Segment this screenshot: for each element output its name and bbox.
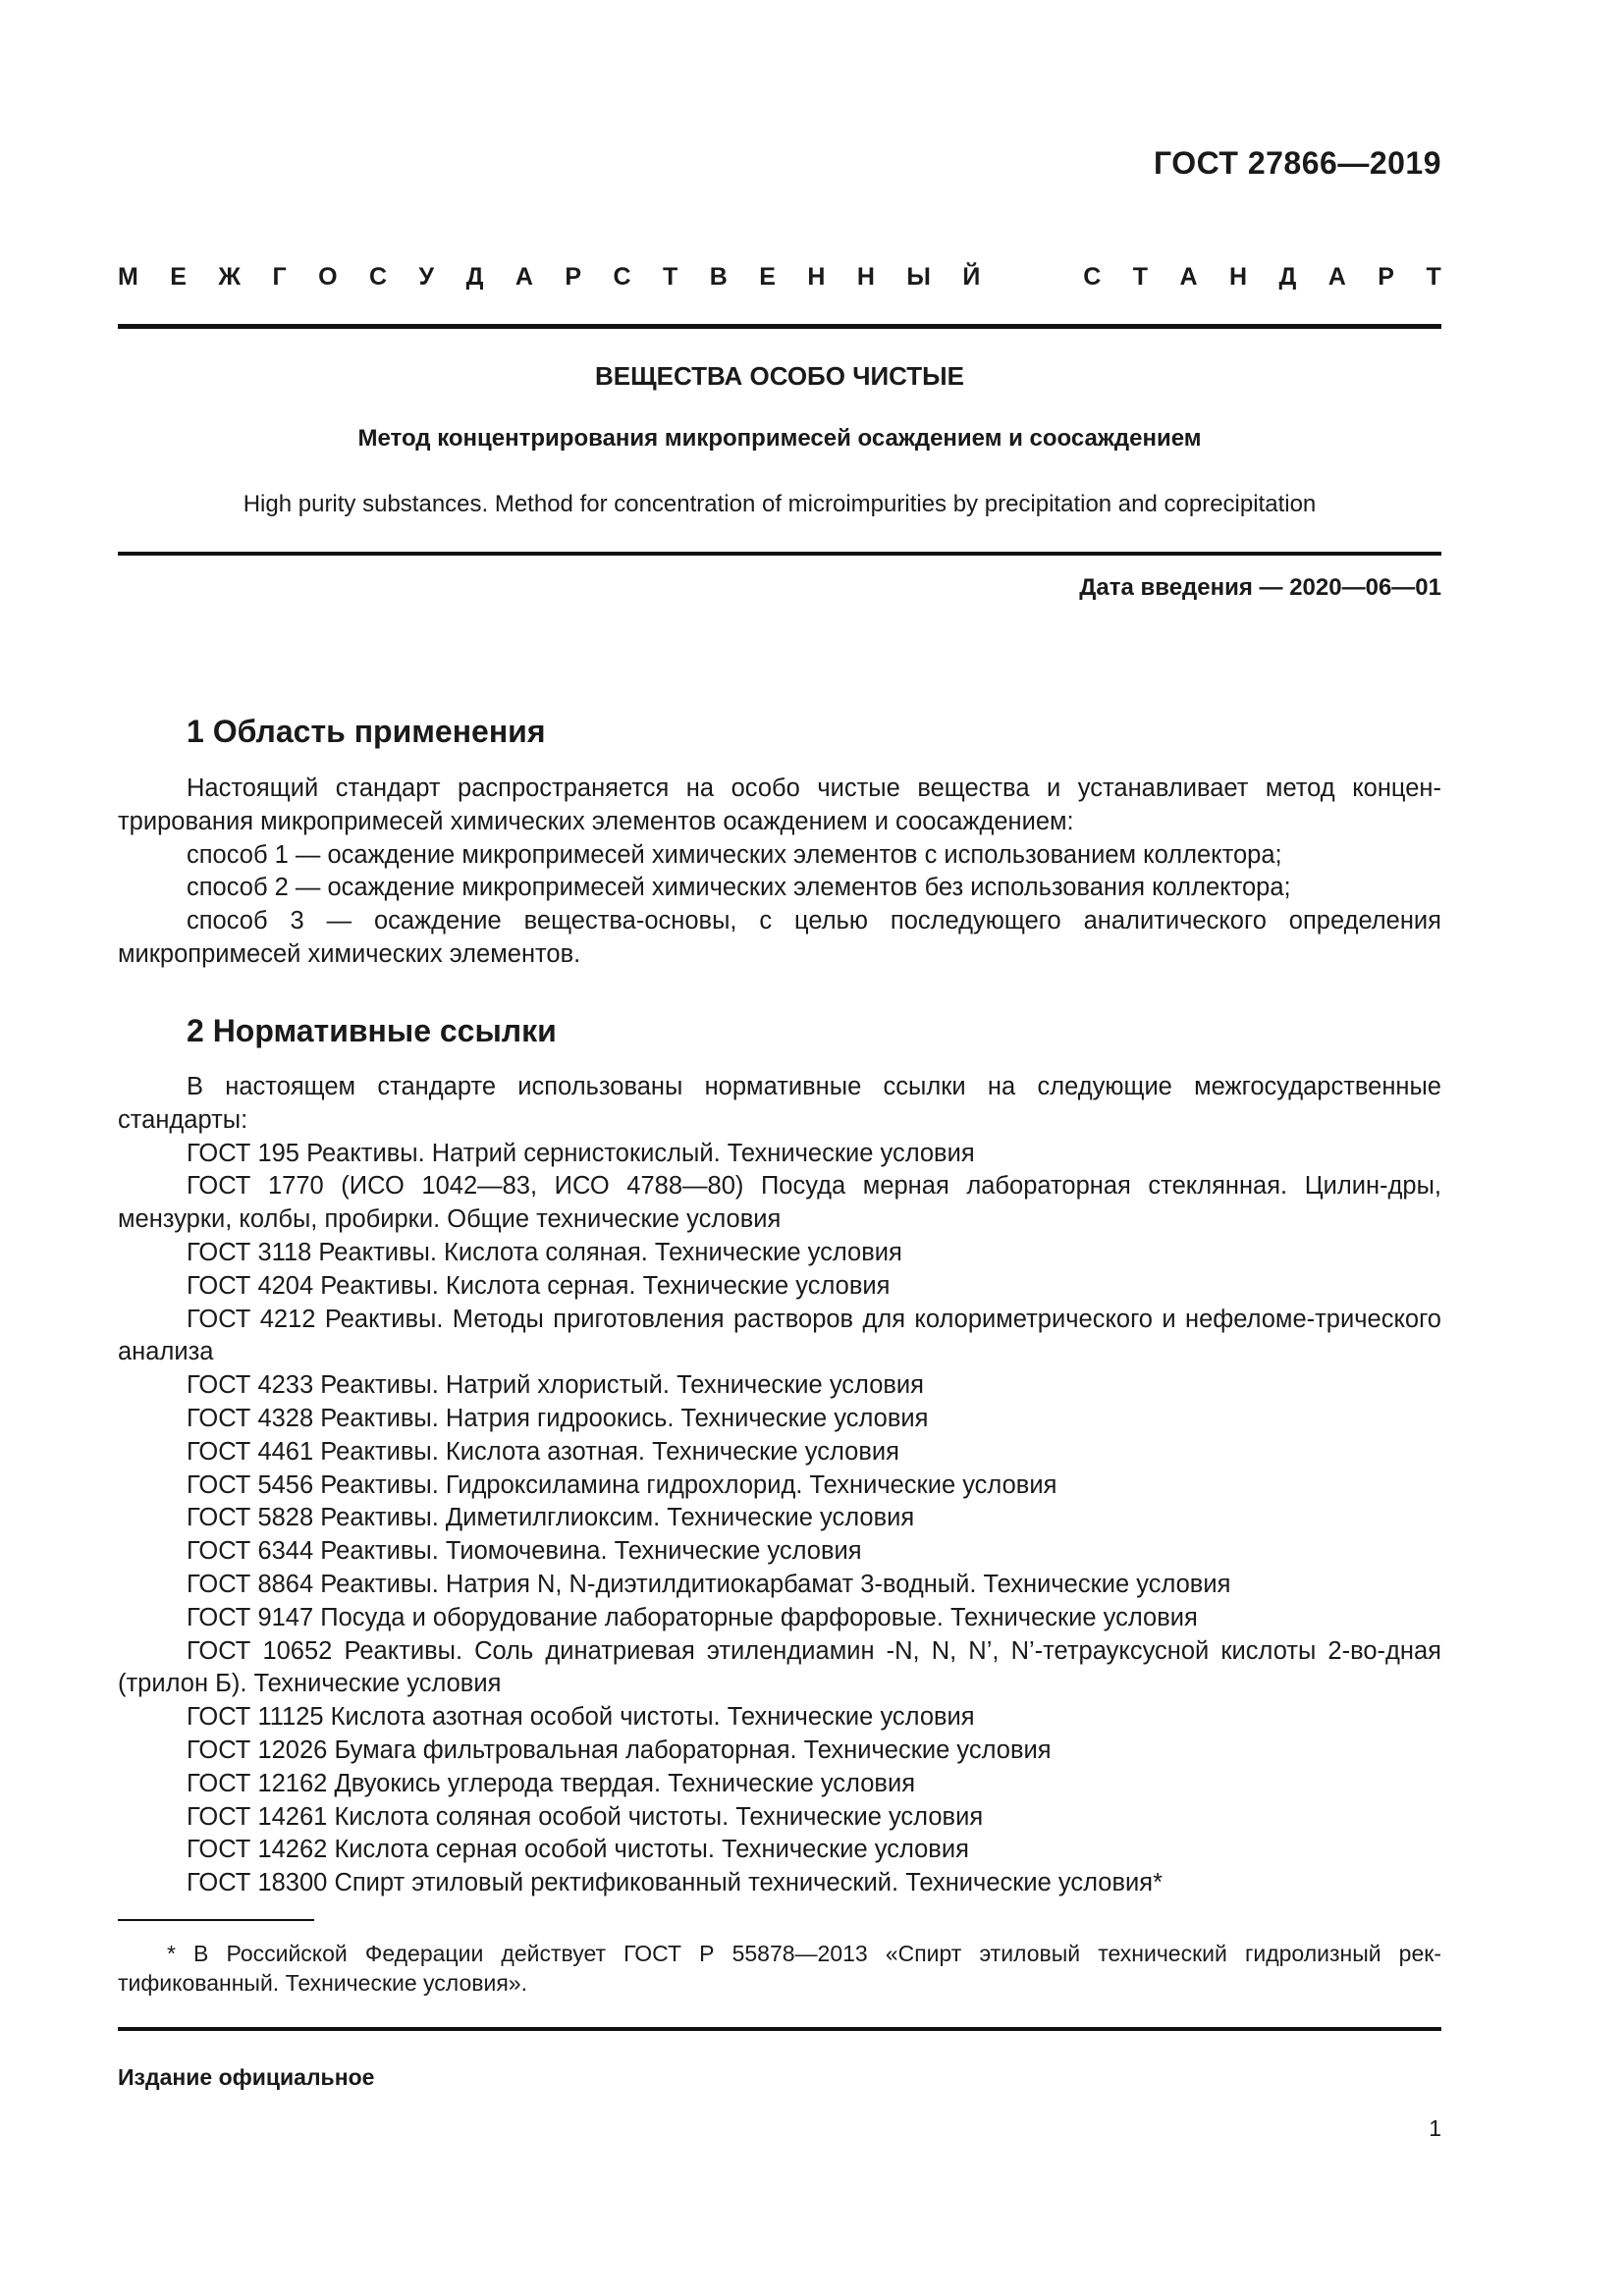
reference-code: ГОСТ 12026 (187, 1735, 328, 1764)
reference-title: Реактивы. Кислота серная. Технические условия (320, 1271, 891, 1300)
reference-item (118, 1834, 1441, 1867)
reference-title: Реактивы. Методы приготовления растворов для колориметрического и нефеломе-трического анализа (118, 1305, 1441, 1366)
reference-code: ГОСТ 9147 (187, 1603, 314, 1631)
reference-item (118, 1138, 1441, 1171)
reference-item (118, 1436, 1441, 1469)
reference-title: Кислота азотная особой чистоты. Технические условия (330, 1703, 975, 1732)
reference-title: Реактивы. Натрий сернистокислый. Технические условия (306, 1139, 975, 1167)
paragraph: способ 3 — осаждение вещества-основы, с целью последующего аналитического определения микропримесей химических элементов. (118, 907, 1441, 968)
reference-title: Реактивы. Натрия N, N-диэтилдитиокарбамат 3-водный. Технические условия (320, 1570, 1231, 1598)
banner-letter: Ж (218, 263, 242, 291)
introduction-date: Дата введения — 2020—06—01 (1079, 574, 1441, 601)
banner-letter: Р (1378, 263, 1394, 291)
paragraph: В настоящем стандарте использованы нормативные ссылки на следующие межгосударственные стандарты: (118, 1073, 1441, 1134)
reference-title: Реактивы. Кислота азотная. Технические условия (320, 1437, 899, 1466)
paragraph: способ 2 — осаждение микропримесей химических элементов без использования коллектора; (187, 874, 1291, 902)
banner-letter: У (418, 263, 435, 291)
reference-title: Посуда и оборудование лабораторные фарфоровые. Технические условия (320, 1603, 1198, 1631)
reference-title: Реактивы. Натрия гидроокись. Технические условия (320, 1404, 929, 1432)
reference-code: ГОСТ 10652 (187, 1636, 333, 1665)
reference-code: ГОСТ 14261 (187, 1802, 328, 1831)
reference-item (118, 1237, 1441, 1270)
banner-letter: Т (1132, 263, 1149, 291)
reference-code: ГОСТ 5828 (187, 1504, 314, 1532)
banner-letter: С (1083, 263, 1102, 291)
reference-code: ГОСТ 8864 (187, 1570, 314, 1598)
reference-item (118, 1270, 1441, 1304)
reference-title: Реактивы. Гидроксиламина гидрохлорид. Технические условия (320, 1470, 1057, 1499)
reference-item (118, 1635, 1441, 1702)
interstate-standard-banner (118, 263, 1441, 302)
banner-letter: А (1327, 263, 1346, 291)
footnote-separator (118, 1919, 314, 1921)
section-heading-scope: 1 Область применения (187, 714, 546, 749)
standard-number: ГОСТ 27866—2019 (1153, 145, 1441, 181)
footer-rule (118, 2027, 1441, 2031)
banner-letter: С (613, 263, 631, 291)
banner-letter: Д (1278, 263, 1297, 291)
banner-letter: Т (1426, 263, 1441, 291)
banner-letter: Е (759, 263, 776, 291)
banner-letter: А (514, 263, 533, 291)
page-number: 1 (1429, 2115, 1441, 2141)
reference-item (118, 1735, 1441, 1768)
banner-letter: М (118, 263, 138, 291)
banner-letter: Н (807, 263, 826, 291)
reference-code: ГОСТ 4461 (187, 1437, 314, 1466)
reference-code: ГОСТ 4233 (187, 1371, 314, 1400)
paragraph: Настоящий стандарт распространяется на особо чистые вещества и устанавливает метод концен-трирования микропримесей химических элементов осаждением и соосаждением: (118, 774, 1441, 835)
banner-letter: Т (663, 263, 678, 291)
banner-letter: С (369, 263, 388, 291)
banner-letter: Д (465, 263, 484, 291)
reference-title: Реактивы. Соль динатриевая этилендиамин -N, N, N’, N’-тетрауксусной кислоты 2-во-дная (трилон Б). Технические условия (118, 1636, 1441, 1698)
reference-code: ГОСТ 5456 (187, 1470, 314, 1499)
reference-code: ГОСТ 6344 (187, 1537, 314, 1566)
reference-item (118, 1304, 1441, 1370)
reference-item (118, 1569, 1441, 1602)
banner-letter: Е (170, 263, 187, 291)
reference-item (118, 1801, 1441, 1835)
section-body-scope (118, 773, 1441, 972)
reference-title: Бумага фильтровальная лабораторная. Технические условия (334, 1735, 1052, 1764)
section-body-normative-references (118, 1071, 1441, 1900)
reference-code: ГОСТ 4212 (187, 1305, 316, 1333)
official-edition-label: Издание официальное (118, 2064, 375, 2090)
reference-item (118, 1403, 1441, 1436)
reference-item (118, 1469, 1441, 1503)
reference-title: Спирт этиловый ректификованный технический. Технические условия* (334, 1869, 1164, 1897)
reference-code: ГОСТ 1770 (187, 1172, 324, 1201)
banner-letter: А (1179, 263, 1198, 291)
banner-letter: Й (962, 263, 981, 291)
banner-word-gap (1012, 263, 1052, 302)
reference-title: Реактивы. Тиомочевина. Технические условия (320, 1537, 862, 1566)
reference-item (118, 1502, 1441, 1535)
title-rule (118, 552, 1441, 556)
reference-item (118, 1768, 1441, 1801)
reference-item (118, 1701, 1441, 1735)
reference-title: Реактивы. Натрий хлористый. Технические условия (320, 1371, 924, 1400)
banner-letter: Р (565, 263, 582, 291)
document-subtitle: Метод концентрирования микропримесей осаждением и соосаждением (357, 425, 1202, 452)
banner-letter: Г (272, 263, 287, 291)
document-title-english: High purity substances. Method for concentration of microimpurities by precipitation and coprecipitation (243, 491, 1317, 517)
reference-title: Двуокись углерода твердая. Технические условия (334, 1769, 915, 1797)
reference-code: ГОСТ 4204 (187, 1271, 314, 1300)
banner-letter: О (318, 263, 338, 291)
reference-title: Реактивы. Диметилглиоксим. Технические условия (320, 1504, 915, 1532)
reference-title: Реактивы. Кислота соляная. Технические условия (318, 1238, 902, 1266)
reference-item (118, 1602, 1441, 1635)
banner-letter: Н (1229, 263, 1248, 291)
reference-title: Кислота серная особой чистоты. Технические условия (334, 1836, 969, 1864)
reference-code: ГОСТ 4328 (187, 1404, 314, 1432)
document-title: ВЕЩЕСТВА ОСОБО ЧИСТЫЕ (595, 361, 964, 391)
banner-letter: В (709, 263, 728, 291)
reference-code: ГОСТ 14262 (187, 1836, 328, 1864)
banner-letter: Н (856, 263, 875, 291)
reference-item (118, 1867, 1441, 1900)
paragraph: способ 1 — осаждение микропримесей химических элементов с использованием коллектора; (187, 840, 1282, 869)
reference-title: Кислота соляная особой чистоты. Технические условия (334, 1802, 984, 1831)
reference-code: ГОСТ 3118 (187, 1238, 312, 1266)
footnote-text: * В Российской Федерации действует ГОСТ Р 55878—2013 «Спирт этиловый технический гидролизный рек-тификованный. Технические условия». (118, 1941, 1441, 1996)
footnote (118, 1939, 1441, 1998)
section-heading-normative-references: 2 Нормативные ссылки (187, 1013, 557, 1048)
reference-code: ГОСТ 11125 (187, 1703, 324, 1732)
reference-item (118, 1170, 1441, 1237)
reference-code: ГОСТ 18300 (187, 1869, 328, 1897)
reference-code: ГОСТ 195 (187, 1139, 299, 1167)
banner-letter: Ы (906, 263, 931, 291)
reference-title: (ИСО 1042—83, ИСО 4788—80) Посуда мерная лабораторная стеклянная. Цилин-дры, мензурки, колбы, пробирки. Общие технические условия (118, 1172, 1441, 1234)
header-rule (118, 324, 1441, 329)
reference-item (118, 1369, 1441, 1403)
reference-item (118, 1535, 1441, 1569)
reference-code: ГОСТ 12162 (187, 1769, 328, 1797)
